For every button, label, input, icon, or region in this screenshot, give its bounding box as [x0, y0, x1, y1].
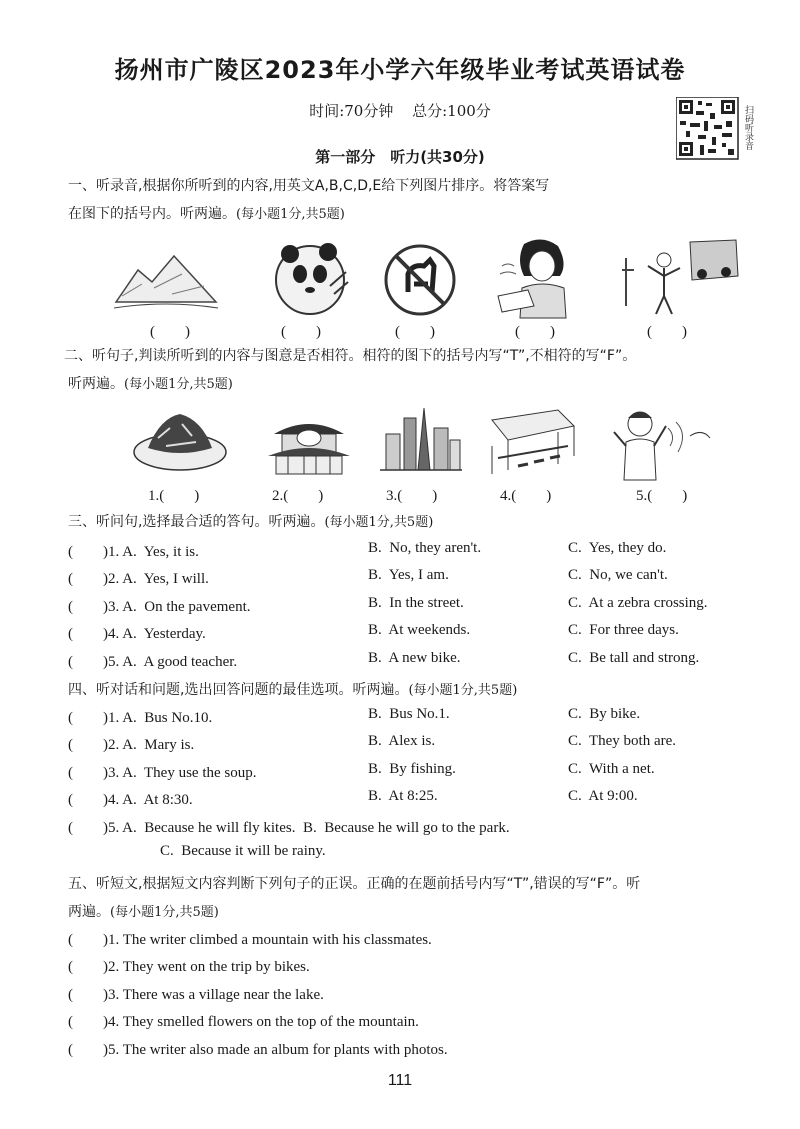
statement-row: [68, 1010, 788, 1037]
statement-row: [68, 928, 788, 955]
statement-1[interactable]: ( )1. The writer climbed a mountain with his classmates.: [68, 932, 432, 948]
statement-3[interactable]: ( )3. There was a village near the lake.: [68, 987, 324, 1003]
option-c[interactable]: C. At a zebra crossing.: [568, 595, 708, 611]
answer-bracket[interactable]: ( ): [515, 324, 555, 340]
panda-picture: [268, 236, 352, 320]
section-3-instruction: [68, 508, 788, 537]
section-1-instruction: [68, 172, 788, 229]
instruction-line: 四、听对话和问题,选出回答问题的最佳选项。听两遍。(每小题1分,共5题): [68, 682, 518, 698]
question-5[interactable]: ( )5. A. A good teacher.: [68, 654, 238, 670]
option-c[interactable]: C. Yes, they do.: [568, 540, 667, 556]
option-b[interactable]: B. At weekends.: [368, 622, 471, 638]
question-5[interactable]: ( )5. A. Because he will fly kites. B. Because he will go to the park.: [68, 820, 510, 836]
question-1[interactable]: ( )1. A. Bus No.10.: [68, 710, 213, 726]
exam-time: 时间:70分钟: [309, 102, 394, 120]
option-c[interactable]: C. For three days.: [568, 622, 679, 638]
statement-2[interactable]: ( )2. They went on the trip by bikes.: [68, 959, 310, 975]
question-4[interactable]: ( )4. A. Yesterday.: [68, 626, 206, 642]
no-dogs-picture: [378, 240, 462, 320]
question-1[interactable]: ( )1. A. Yes, it is.: [68, 544, 199, 560]
instruction-line: 三、听问句,选择最合适的答句。听两遍。(每小题1分,共5题): [68, 514, 434, 530]
option-c[interactable]: C. By bike.: [568, 706, 641, 722]
mountain-picture: [112, 244, 220, 314]
instruction-line: 在图下的括号内。听两遍。(每小题1分,共5题): [68, 206, 345, 222]
option-b[interactable]: B. In the street.: [368, 595, 464, 611]
statement-row: [68, 955, 788, 982]
answer-bracket[interactable]: 3.( ): [386, 488, 438, 504]
question-row: [68, 622, 788, 649]
section-5-instruction: [68, 870, 788, 927]
answer-bracket[interactable]: 2.( ): [272, 488, 324, 504]
food-plate-picture: [130, 408, 230, 474]
boy-waving-picture: [606, 402, 716, 482]
answer-bracket[interactable]: ( ): [150, 324, 190, 340]
section-4-instruction: [68, 676, 788, 705]
statement-row: [68, 983, 788, 1010]
option-c[interactable]: C. At 9:00.: [568, 788, 638, 804]
part-one-title: 第一部分 听力(共30分): [315, 148, 485, 166]
city-skyline-picture: [378, 404, 464, 478]
answer-bracket[interactable]: 1.( ): [148, 488, 200, 504]
question-row: [68, 567, 788, 594]
option-b[interactable]: B. No, they aren't.: [368, 540, 482, 556]
qr-caption: 扫码听录音: [743, 105, 753, 150]
answer-bracket[interactable]: ( ): [395, 324, 435, 340]
instruction-line: 二、听句子,判读所听到的内容与图意是否相符。相符的图下的括号内写“T”,不相符的写“F”。: [64, 348, 637, 364]
question-row: [68, 540, 788, 567]
question-3[interactable]: ( )3. A. They use the soup.: [68, 765, 257, 781]
option-b[interactable]: B. Yes, I am.: [368, 567, 449, 583]
section-2-instruction: [64, 342, 788, 399]
temple-picture: [264, 404, 354, 478]
question-4[interactable]: ( )4. A. At 8:30.: [68, 792, 193, 808]
statement-row: [68, 1038, 788, 1065]
instruction-line: 两遍。(每小题1分,共5题): [68, 904, 219, 920]
answer-bracket[interactable]: 4.( ): [500, 488, 552, 504]
question-2[interactable]: ( )2. A. Mary is.: [68, 737, 195, 753]
option-c[interactable]: C. Be tall and strong.: [568, 650, 700, 666]
answer-bracket[interactable]: ( ): [647, 324, 687, 340]
question-row: [68, 595, 788, 622]
option-b[interactable]: B. Bus No.1.: [368, 706, 450, 722]
girl-reading-picture: [494, 236, 584, 320]
question-row: [68, 706, 788, 733]
page-number: 111: [387, 1072, 413, 1089]
street-traffic-picture: [620, 236, 740, 320]
option-c[interactable]: C. With a net.: [568, 761, 655, 777]
crossroad-picture: [488, 406, 578, 478]
option-c[interactable]: C. Because it will be rainy.: [160, 843, 326, 859]
question-row: [68, 733, 788, 760]
statement-5[interactable]: ( )5. The writer also made an album for plants with photos.: [68, 1042, 448, 1058]
answer-bracket[interactable]: ( ): [281, 324, 321, 340]
option-b[interactable]: B. At 8:25.: [368, 788, 438, 804]
option-c[interactable]: C. No, we can't.: [568, 567, 668, 583]
instruction-line: 五、听短文,根据短文内容判断下列句子的正误。正确的在题前括号内写“T”,错误的写“F”。听: [68, 876, 641, 892]
question-row: [68, 816, 788, 843]
option-c[interactable]: C. They both are.: [568, 733, 677, 749]
question-row: [68, 650, 788, 677]
instruction-line: 一、听录音,根据你所听到的内容,用英文A,B,C,D,E给下列图片排序。将答案写: [68, 178, 550, 194]
question-3[interactable]: ( )3. A. On the pavement.: [68, 599, 251, 615]
question-row-continued: [68, 843, 788, 870]
statement-4[interactable]: ( )4. They smelled flowers on the top of the mountain.: [68, 1014, 419, 1030]
question-2[interactable]: ( )2. A. Yes, I will.: [68, 571, 209, 587]
answer-bracket[interactable]: 5.( ): [636, 488, 688, 504]
page-title: 扬州市广陵区2023年小学六年级毕业考试英语试卷: [114, 56, 686, 84]
question-row: [68, 788, 788, 815]
option-b[interactable]: B. A new bike.: [368, 650, 461, 666]
instruction-line: 听两遍。(每小题1分,共5题): [68, 376, 233, 392]
option-b[interactable]: B. Alex is.: [368, 733, 436, 749]
question-row: [68, 761, 788, 788]
exam-score: 总分:100分: [412, 102, 491, 120]
option-b[interactable]: B. By fishing.: [368, 761, 456, 777]
